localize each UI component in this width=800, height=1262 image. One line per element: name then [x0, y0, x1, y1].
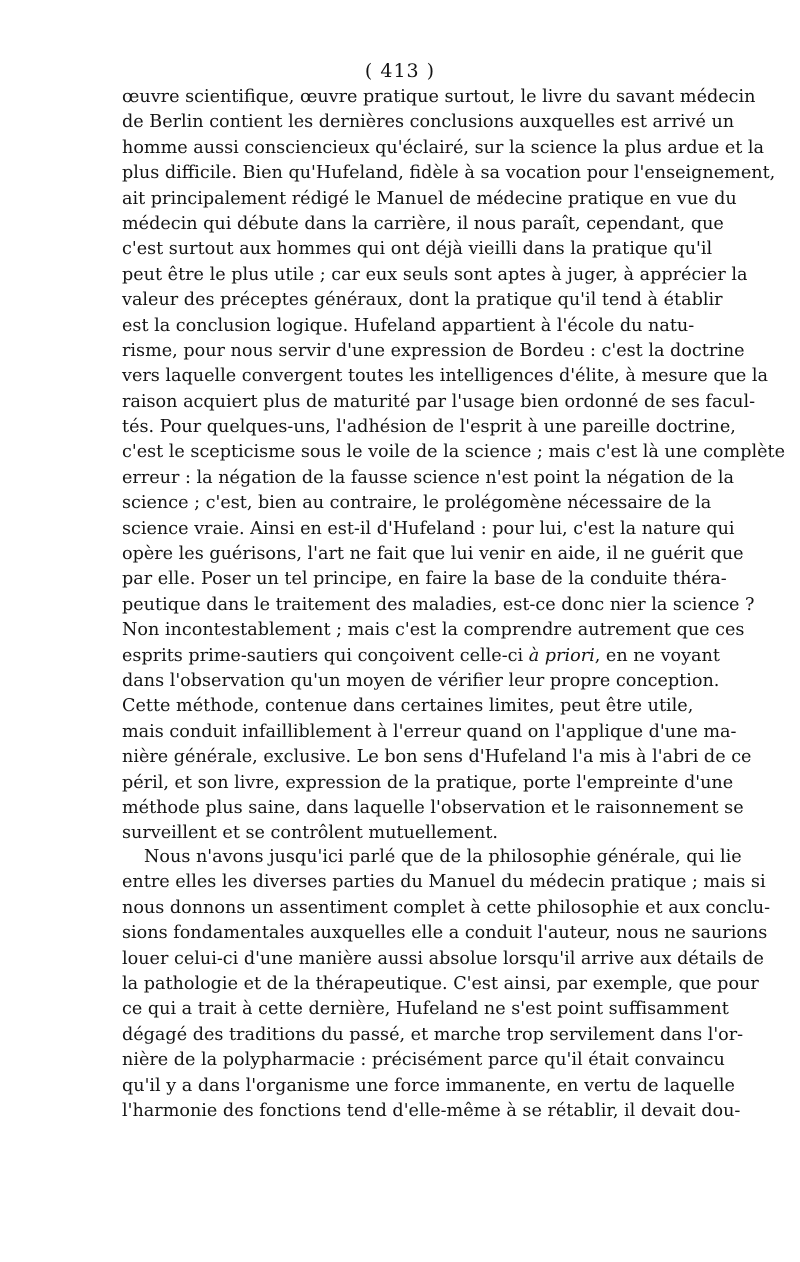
- text-line: louer celui-ci d'une manière aussi absolue lorsqu'il arrive aux détails de: [122, 948, 764, 969]
- text-line: Cette méthode, contenue dans certaines limites, peut être utile,: [122, 696, 694, 717]
- text-line: par elle. Poser un tel principe, en faire la base de la conduite théra-: [122, 569, 727, 590]
- text-line: qu'il y a dans l'organisme une force immanente, en vertu de laquelle: [122, 1075, 735, 1096]
- text-line: c'est le scepticisme sous le voile de la science ; mais c'est là une complète: [122, 442, 785, 463]
- text-line: opère les guérisons, l'art ne fait que lui venir en aide, il ne guérit que: [122, 544, 744, 565]
- text-line: ce qui a trait à cette dernière, Hufeland ne s'est point suffisamment: [122, 999, 729, 1020]
- text-line: sions fondamentales auxquelles elle a conduit l'auteur, nous ne saurions: [122, 923, 768, 944]
- text-line: mais conduit infailliblement à l'erreur quand on l'applique d'une ma-: [122, 721, 737, 742]
- text-line: esprits prime-sautiers qui conçoivent celle-ci à priori, en ne voyant: [122, 645, 720, 666]
- text-line: médecin qui débute dans la carrière, il nous paraît, cependant, que: [122, 213, 724, 234]
- text-line: péril, et son livre, expression de la pratique, porte l'empreinte d'une: [122, 772, 734, 793]
- text-line: vers laquelle convergent toutes les intelligences d'élite, à mesure que la: [122, 366, 769, 387]
- text-line: méthode plus saine, dans laquelle l'observation et le raisonnement se: [122, 797, 744, 818]
- text-line: nière de la polypharmacie : précisément parce qu'il était convaincu: [122, 1050, 725, 1071]
- text-line: entre elles les diverses parties du Manuel du médecin pratique ; mais si: [122, 872, 766, 893]
- text-line: dans l'observation qu'un moyen de vérifier leur propre conception.: [122, 670, 720, 691]
- text-line: homme aussi consciencieux qu'éclairé, sur la science la plus ardue et la: [122, 137, 765, 158]
- text-line: science ; c'est, bien au contraire, le prolégomène nécessaire de la: [122, 493, 712, 514]
- text-line: surveillent et se contrôlent mutuellement.: [122, 823, 498, 844]
- text-line: l'harmonie des fonctions tend d'elle-même à se rétablir, il devait dou-: [122, 1100, 741, 1121]
- text-line: peutique dans le traitement des maladies, est-ce donc nier la science ?: [122, 594, 755, 615]
- paragraph-1: [122, 85, 785, 847]
- text-line: Nous n'avons jusqu'ici parlé que de la philosophie générale, qui lie: [144, 847, 742, 867]
- text-line: Non incontestablement ; mais c'est la comprendre autrement que ces: [122, 620, 745, 641]
- text-line: nous donnons un assentiment complet à cette philosophie et aux conclu-: [122, 897, 771, 918]
- text-line: la pathologie et de la thérapeutique. C'est ainsi, par exemple, que pour: [122, 973, 759, 994]
- text-line: erreur : la négation de la fausse science n'est point la négation de la: [122, 467, 734, 488]
- text-line: peut être le plus utile ; car eux seuls sont aptes à juger, à apprécier la: [122, 264, 748, 285]
- text-line: est la conclusion logique. Hufeland appartient à l'école du natu-: [122, 315, 695, 336]
- text-line: science vraie. Ainsi en est-il d'Hufeland : pour lui, c'est la nature qui: [122, 518, 735, 539]
- text-line: plus difficile. Bien qu'Hufeland, fidèle à sa vocation pour l'enseignement,: [122, 163, 776, 184]
- text-line: raison acquiert plus de maturité par l'usage bien ordonné de ses facul-: [122, 391, 756, 412]
- text-line: de Berlin contient les dernières conclusions auxquelles est arrivé un: [122, 112, 735, 133]
- text-line: œuvre scientifique, œuvre pratique surtout, le livre du savant médecin: [122, 87, 756, 107]
- text-line: risme, pour nous servir d'une expression de Bordeu : c'est la doctrine: [122, 340, 745, 361]
- page-number: ( 413 ): [364, 60, 436, 82]
- text-line: valeur des préceptes généraux, dont la pratique qu'il tend à établir: [122, 290, 723, 311]
- paragraph-2: [122, 845, 771, 1124]
- text-line: ait principalement rédigé le Manuel de médecine pratique en vue du: [122, 188, 737, 209]
- text-line: c'est surtout aux hommes qui ont déjà vieilli dans la pratique qu'il: [122, 239, 713, 260]
- text-line: tés. Pour quelques-uns, l'adhésion de l'esprit à une pareille doctrine,: [122, 417, 736, 438]
- text-line: nière générale, exclusive. Le bon sens d'Hufeland l'a mis à l'abri de ce: [122, 747, 752, 768]
- text-line: dégagé des traditions du passé, et marche trop servilement dans l'or-: [122, 1024, 744, 1045]
